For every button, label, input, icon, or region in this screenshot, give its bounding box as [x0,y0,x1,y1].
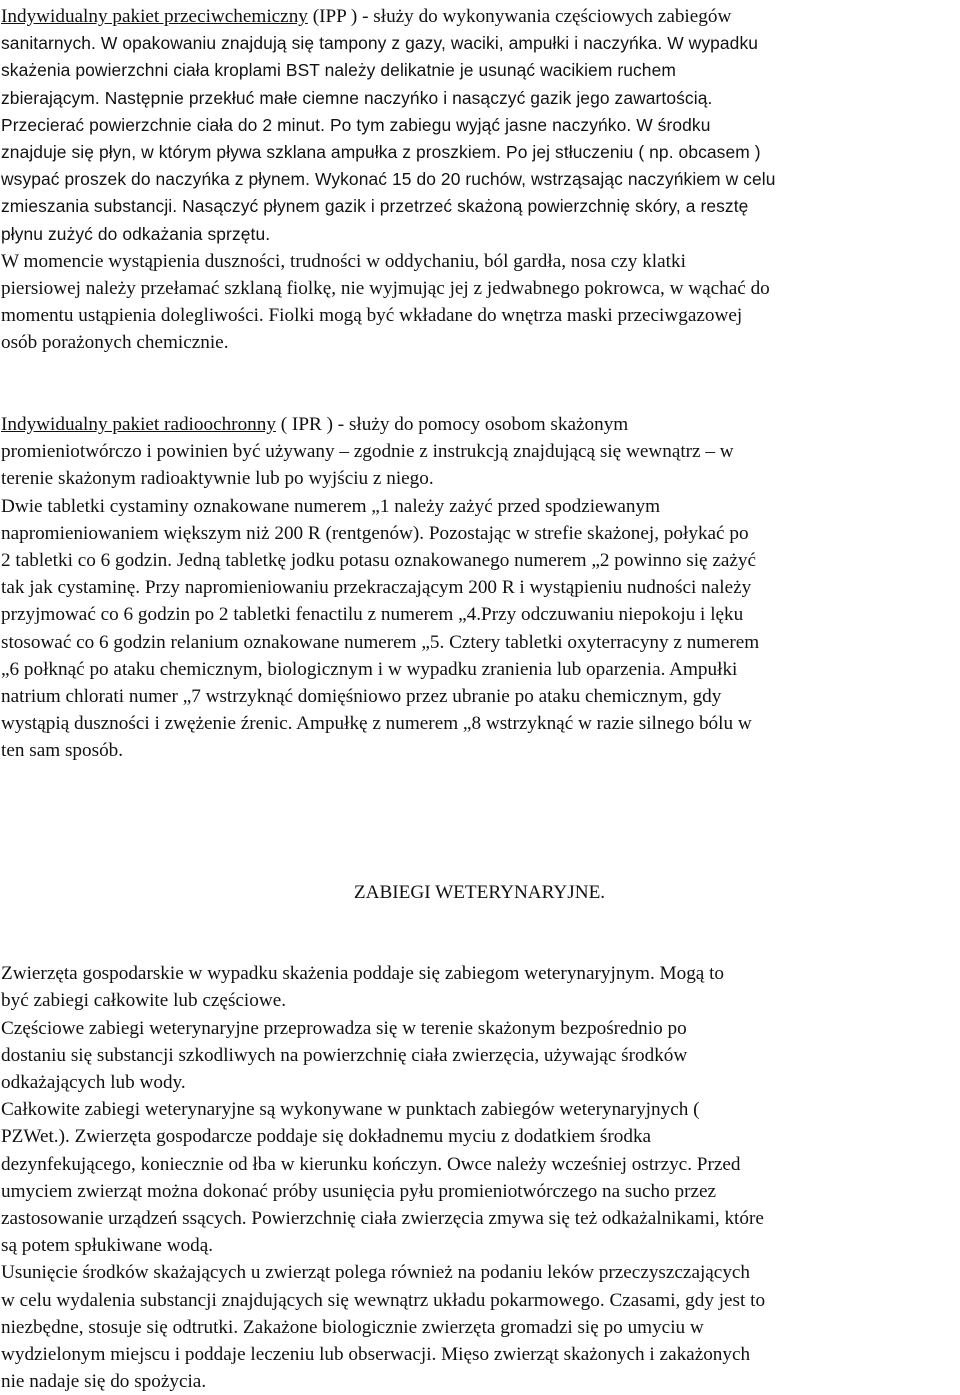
ipp-instructions: sanitarnych. W opakowaniu znajdują się tampony z gazy, waciki, ampułki i naczyńka. W wypadku skażenia powierzchni ciała kroplami BST należy delikatnie je usunąć wacikiem ruchem zbierającym. Następnie przekłuć małe ciemne naczyńko i nasączyć gazik jego zawartością. Przecierać powierzchnie ciała do 2 minut. Po tym zabiegu wyjąć jasne naczyńko. W środku znajduje się płyn, w którym pływa szklana ampułka z proszkiem. Po jej stłuczeniu ( np. obcasem ) wsypać proszek do naczyńka z płynem. Wykonać 15 do 20 ruchów, wstrząsając naczyńkiem w celu zmieszania substancji. Nasączyć płynem gazik i przetrzeć skażoną powierzchnię skóry, a resztę płynu zużyć do odkażania sprzętu. [1,33,776,244]
ipr-paragraph-1 [1,411,759,493]
section-ipr [1,411,759,765]
ipp-title-rest: (IPP ) - służy do wykonywania częściowych zabiegów [307,6,732,27]
vet-paragraph-3: Całkowite zabiegi weterynaryjne są wykonywane w punktach zabiegów weterynaryjnych ( PZWet.). Zwierzęta gospodarcze poddaje się dokładnemu myciu z dodatkiem środka dezynfekującego, koniecznie od łba w kierunku kończyn. Owce należy wcześniej ostrzyc. Przed umyciem zwierząt można dokonać próby usunięcia pyłu promieniotwórczego na sucho przez zastosowanie urządzeń ssących. Powierzchnię ciała zwierzęcia zmywa się też odkażalnikami, które są potem spłukiwane wodą. [1,1099,764,1257]
vet-paragraph-2: Częściowe zabiegi weterynaryjne przeprowadza się w terenie skażonym bezpośrednio po dostaniu się substancji szkodliwych na powierzchnię ciała zwierzęcia, używając środków odkażających lub wody. [1,1017,688,1094]
ipp-paragraph-1 [1,3,775,30]
ipr-paragraph-2: Dwie tabletki cystaminy oznakowane numerem „1 należy zażyć przed spodziewanym napromieniowaniem większym niż 200 R (rentgenów). Pozostając w strefie skażonej, połykać po 2 tabletki co 6 godzin. Jedną tabletkę jodku potasu oznakowanego numerem „2 powinno się zażyć tak jak cystaminę. Przy napromieniowaniu przekraczającym 200 R i wystąpieniu nudności należy przyjmować co 6 godzin po 2 tabletki fenactilu z numerem „4.Przy odczuwaniu niepokoju i lęku stosować co 6 godzin relanium oznakowane numerem „5. Cztery tabletki oxyterracyny z numerem „6 połknąć po ataku chemicznym, biologicznym i w wypadku zranienia lub oparzenia. Ampułki natrium chlorati numer „7 wstrzyknąć domięśniowo przez ubranie po ataku chemicznym, gdy wystąpią duszności i zwężenie źrenic. Ampułkę z numerem „8 wstrzyknąć w razie silnego bólu w ten sam sposób. [1,495,760,762]
section-veterinary [1,879,957,1395]
ipr-title-rest: ( IPR ) - służy do pomocy osobom skażonym promieniotwórczo i powinien być używany – zgodnie z instrukcją znajdującą się wewnątrz – w terenie skażonym radioaktywnie lub po wyjściu z niego. [1,414,734,490]
vet-paragraph-1: Zwierzęta gospodarskie w wypadku skażenia poddaje się zabiegom weterynaryjnym. Mogą to być zabiegi całkowite lub częściowe. [1,963,725,1012]
ipp-paragraph-2: W momencie wystąpienia duszności, trudności w oddychaniu, ból gardła, nosa czy klatki piersiowej należy przełamać szklaną fiolkę, nie wyjmując jej z jedwabnego pokrowca, w wąchać do momentu ustąpienia dolegliwości. Fiolki mogą być wkładane do wnętrza maski przeciwgazowej osób porażonych chemicznie. [1,250,770,354]
ipr-title: Indywidualny pakiet radioochronny [1,414,276,435]
vet-paragraph-4: Usunięcie środków skażających u zwierząt polega również na podaniu leków przeczyszczających w celu wydalenia substancji znajdujących się wewnątrz układu pokarmowego. Czasami, gdy jest to niezbędne, stosuje się odtrutki. Zakażone biologicznie zwierzęta gromadzi się po umyciu w wydzielonym miejscu i poddaje leczeniu lub obserwacji. Mięso zwierząt skażonych i zakażonych nie nadaje się do spożycia. [1,1262,766,1393]
ipp-title: Indywidualny pakiet przeciwchemiczny [1,6,308,27]
heading-spacer [1,906,957,960]
vet-heading: ZABIEGI WETERYNARYJNE. [353,882,606,903]
section-ipp [1,3,775,357]
